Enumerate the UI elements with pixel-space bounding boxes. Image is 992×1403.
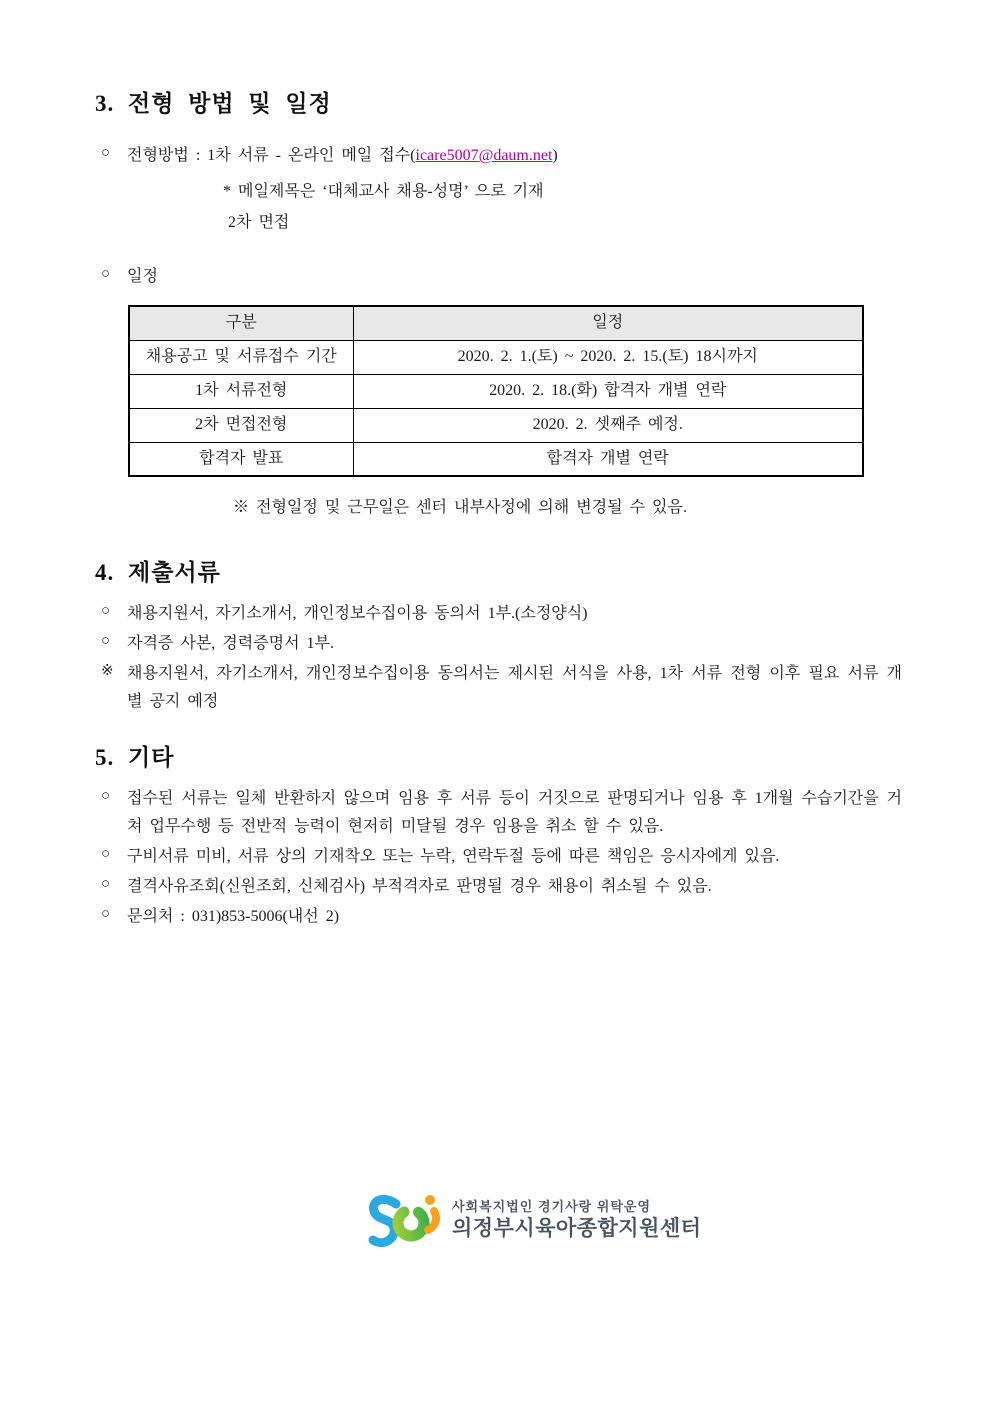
- schedule-cell-category: 합격자 발표: [129, 442, 353, 476]
- footer-logo: [368, 1190, 701, 1252]
- list-item: [101, 660, 902, 716]
- section4-title: 4. 제출서류: [95, 560, 221, 585]
- schedule-cell-date: 2020. 2. 18.(화) 합격자 개별 연락: [353, 374, 863, 408]
- section4-items: [95, 600, 902, 716]
- footer-text: [452, 1199, 701, 1243]
- schedule-row: [129, 340, 863, 374]
- schedule-header-date: 일정: [353, 306, 863, 340]
- circle-bullet-icon: ○: [101, 266, 111, 282]
- schedule-label-line: [101, 263, 902, 291]
- list-item-text: 채용지원서, 자기소개서, 개인정보수집이용 동의서는 제시된 서식을 사용, 1차 서류 전형 이후 필요 서류 개별 공지 예정: [127, 665, 902, 710]
- circle-bullet-icon: ○: [101, 846, 111, 862]
- schedule-cell-date: 2020. 2. 1.(토) ~ 2020. 2. 15.(토) 18시까지: [353, 340, 863, 374]
- reference-mark-icon: ※: [101, 663, 114, 679]
- schedule-note: ※ 전형일정 및 근무일은 센터 내부사정에 의해 변경될 수 있음.: [233, 499, 687, 516]
- schedule-cell-date: 합격자 개별 연락: [353, 442, 863, 476]
- section5-title: 5. 기타: [95, 745, 175, 770]
- circle-bullet-icon: ○: [101, 633, 111, 649]
- list-item-text: 문의처 : 031)853-5006(내선 2): [127, 908, 340, 925]
- list-item-text: 결격사유조회(신원조회, 신체검사) 부적격자로 판명될 경우 채용이 취소될 수 있음.: [127, 878, 712, 895]
- schedule-cell-category: 채용공고 및 서류접수 기간: [129, 340, 353, 374]
- list-item: [101, 785, 902, 841]
- second-round-line: 2차 면접: [228, 214, 290, 231]
- schedule-label: 일정: [127, 268, 158, 285]
- schedule-header-row: [129, 306, 863, 340]
- list-item: [101, 630, 902, 658]
- section3-title: 3. 전형 방법 및 일정: [95, 91, 332, 116]
- schedule-cell-date: 2020. 2. 셋째주 예정.: [353, 408, 863, 442]
- list-item-text: 채용지원서, 자기소개서, 개인정보수집이용 동의서 1부.(소정양식): [127, 605, 588, 622]
- method-line: [101, 142, 902, 170]
- footer-org-name: 의정부시육아종합지원센터: [452, 1217, 702, 1240]
- schedule-cell-category: 1차 서류전형: [129, 374, 353, 408]
- list-item: [101, 600, 902, 628]
- org-logo-icon: [368, 1190, 446, 1252]
- schedule-cell-category: 2차 면접전형: [129, 408, 353, 442]
- list-item: [101, 873, 902, 901]
- circle-bullet-icon: ○: [101, 906, 111, 922]
- schedule-row: [129, 408, 863, 442]
- method-text: [127, 142, 902, 170]
- list-item: [101, 903, 902, 931]
- schedule-row: [129, 442, 863, 476]
- schedule-table: [128, 305, 864, 477]
- circle-bullet-icon: ○: [101, 876, 111, 892]
- footer-tagline: 사회복지법인 경기사랑 위탁운영: [452, 1199, 652, 1214]
- list-item-text: 접수된 서류는 일체 반환하지 않으며 임용 후 서류 등이 거짓으로 판명되거나 임용 후 1개월 수습기간을 거쳐 업무수행 등 전반적 능력이 현저히 미달될 경우 임용을 취소 할 수 있음.: [127, 790, 902, 835]
- email-link[interactable]: icare5007@daum.net: [415, 147, 553, 164]
- method-suffix: ): [552, 147, 558, 164]
- circle-bullet-icon: ○: [101, 603, 111, 619]
- schedule-header-category: 구분: [129, 306, 353, 340]
- list-item-text: 자격증 사본, 경력증명서 1부.: [127, 635, 335, 652]
- circle-bullet-icon: ○: [101, 788, 111, 804]
- section5-items: [95, 785, 902, 931]
- mail-subject-note: * 메일제목은 ‘대체교사 채용-성명’ 으로 기재: [223, 183, 544, 200]
- list-item-text: 구비서류 미비, 서류 상의 기재착오 또는 누락, 연락두절 등에 따른 책임은 응시자에게 있음.: [127, 848, 780, 865]
- method-prefix: 전형방법 : 1차 서류 - 온라인 메일 접수(: [127, 147, 416, 164]
- schedule-row: [129, 374, 863, 408]
- list-item: [101, 843, 902, 871]
- circle-bullet-icon: ○: [101, 145, 111, 161]
